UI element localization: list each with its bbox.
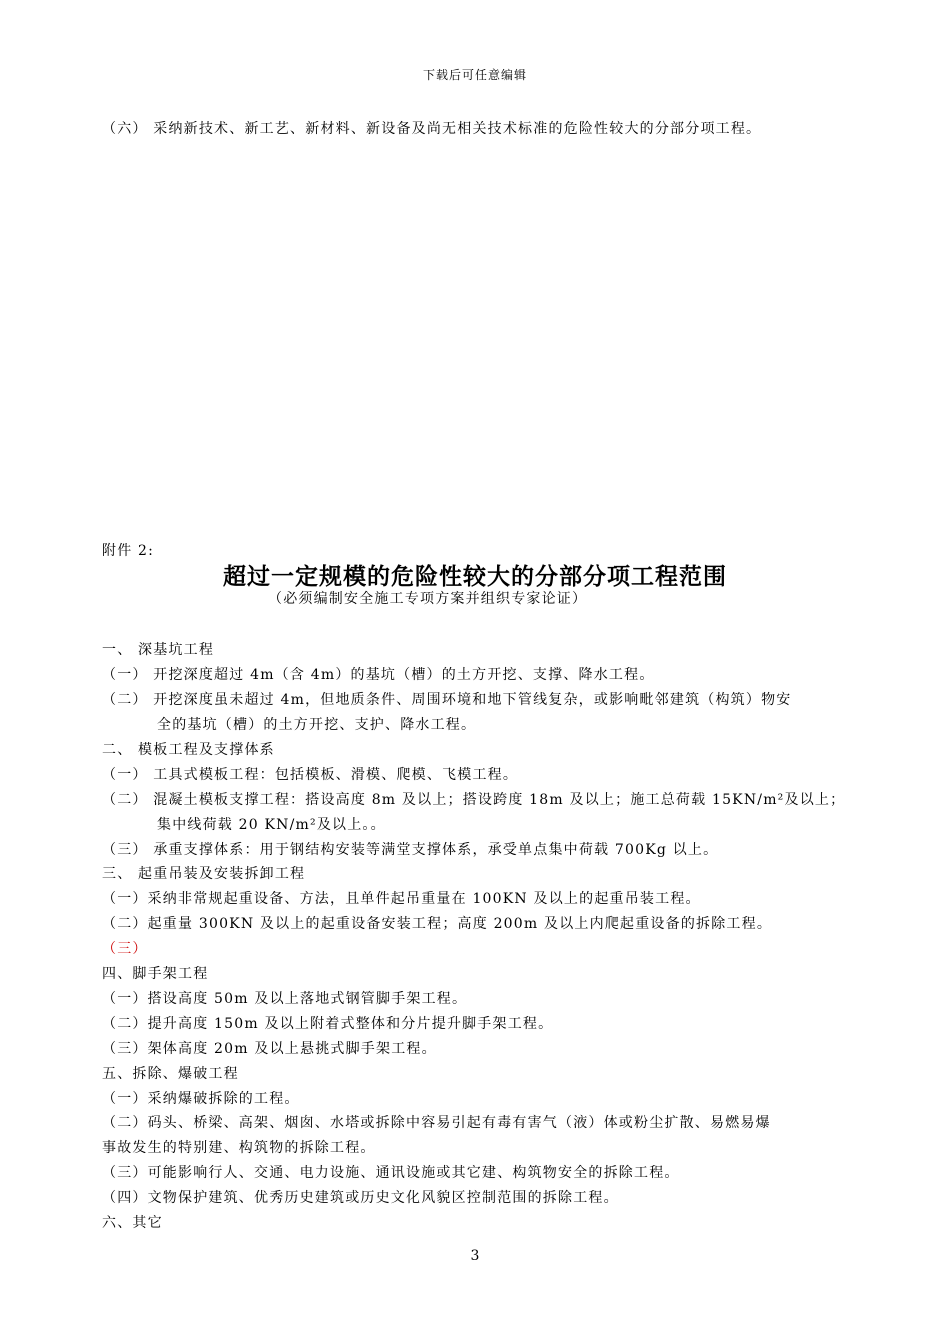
section-heading: 三、 起重吊装及安装拆卸工程 [102,866,306,882]
list-item: （三）可能影响行人、交通、电力设施、通讯设施或其它建、构筑物安全的拆除工程。 [102,1165,680,1181]
attachment-label: 附件 2: [102,543,155,559]
list-item: （二） 开挖深度虽未超过 4m，但地质条件、周围环境和地下管线复杂，或影响毗邻建筑（构筑）物安 [102,692,792,708]
section-heading: 六、其它 [102,1215,163,1231]
list-item: （二）码头、桥梁、高架、烟囱、水塔或拆除中容易引起有毒有害气（液）体或粉尘扩散、易燃易爆 [102,1115,771,1131]
list-item-continuation: 事故发生的特别建、构筑物的拆除工程。 [102,1140,376,1156]
top-item: （六） 采纳新技术、新工艺、新材料、新设备及尚无相关技术标准的危险性较大的分部分项工程。 [102,121,762,137]
list-item: （二）起重量 300KN 及以上的起重设备安装工程；高度 200m 及以上内爬起重设备的拆除工程。 [102,916,773,932]
list-item: （二）提升高度 150m 及以上附着式整体和分片提升脚手架工程。 [102,1016,554,1032]
page-number: 3 [470,1248,480,1264]
list-item-continuation: 全的基坑（槽）的土方开挖、支护、降水工程。 [157,717,477,733]
list-item-empty: （三） [102,941,148,957]
list-item: （四）文物保护建筑、优秀历史建筑或历史文化风貌区控制范围的拆除工程。 [102,1190,619,1206]
section-heading: 一、 深基坑工程 [102,642,215,658]
list-item: （一） 开挖深度超过 4m（含 4m）的基坑（槽）的土方开挖、支撑、降水工程。 [102,667,655,683]
document-subtitle: （必须编制安全施工专项方案并组织专家论证） [268,591,588,607]
list-item: （三）架体高度 20m 及以上悬挑式脚手架工程。 [102,1041,437,1057]
section-heading: 二、 模板工程及支撑体系 [102,742,275,758]
section-heading: 五、拆除、爆破工程 [102,1066,239,1082]
document-title: 超过一定规模的危险性较大的分部分项工程范围 [223,563,727,590]
list-item: （一） 工具式模板工程：包括模板、滑模、爬模、飞模工程。 [102,767,519,783]
list-item: （一）采纳非常规起重设备、方法，且单件起吊重量在 100KN 及以上的起重吊装工程。 [102,891,701,907]
list-item: （二） 混凝土模板支撑工程：搭设高度 8m 及以上；搭设跨度 18m 及以上；施工总荷载 15KN/m²及以上； [102,792,846,808]
list-item: （一）搭设高度 50m 及以上落地式钢管脚手架工程。 [102,991,468,1007]
list-item: （一）采纳爆破拆除的工程。 [102,1091,300,1107]
page-header: 下载后可任意编辑 [422,68,527,82]
list-item: （三） 承重支撑体系：用于钢结构安装等满堂支撑体系，承受单点集中荷载 700Kg 以上。 [102,842,719,858]
list-item-continuation: 集中线荷载 20 KN/m²及以上。。 [157,817,386,833]
section-heading: 四、脚手架工程 [102,966,209,982]
